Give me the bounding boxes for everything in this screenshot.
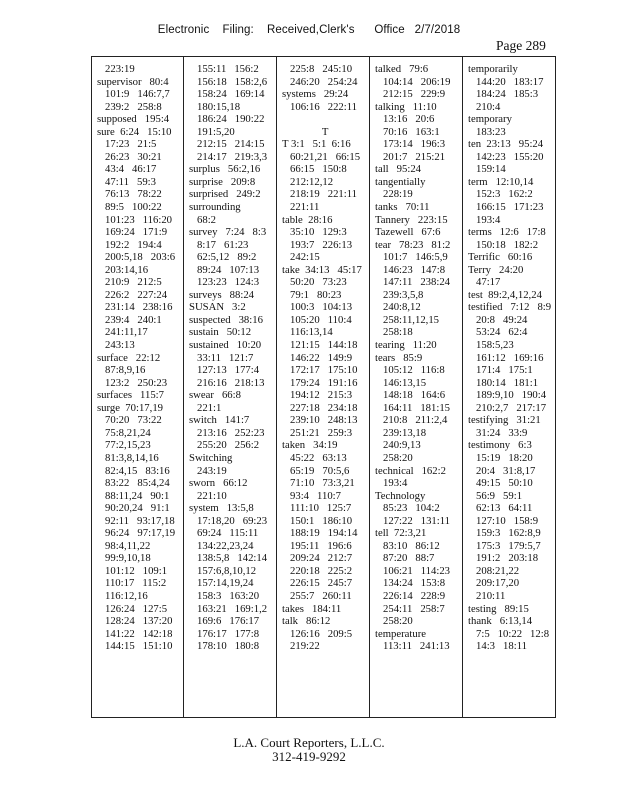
index-entry: 17:18,20 69:23	[189, 514, 268, 527]
index-entry: 191:2 203:18	[468, 552, 539, 565]
index-entry: surprise 209:8	[189, 175, 256, 188]
index-entry: 127:10 158:9	[468, 514, 539, 527]
index-entry: tear 78:23 81:2	[375, 238, 451, 251]
index-entry: 60:21,21 66:15	[282, 150, 361, 163]
index-entry: Tazewell 67:6	[375, 226, 441, 239]
index-entry: 189:9,10 190:4	[468, 389, 547, 402]
index-entry: 158:24 169:14	[189, 88, 265, 101]
index-entry: T	[282, 125, 329, 138]
index-entry: testimony 6:3	[468, 439, 532, 452]
index-entry: tall 95:24	[375, 163, 422, 176]
index-entry: 239:3,5,8	[375, 288, 424, 301]
index-entry: 186:24 190:22	[189, 113, 265, 126]
index-entry: tearing 11:20	[375, 339, 437, 352]
column-divider	[462, 57, 463, 717]
index-entry: 212:15 229:9	[375, 88, 446, 101]
index-entry: tangentially	[375, 175, 426, 188]
index-entry: 184:24 185:3	[468, 88, 539, 101]
index-entry: surprised 249:2	[189, 188, 261, 201]
index-entry: 123:23 124:3	[189, 276, 260, 289]
index-entry: 228:19	[375, 188, 413, 201]
index-entry: 161:12 169:16	[468, 351, 544, 364]
index-entry: 193:7 226:13	[282, 238, 353, 251]
index-entry: supervisor 80:4	[97, 75, 169, 88]
index-entry: temporary	[468, 113, 512, 126]
index-entry: 47:11 59:3	[97, 175, 156, 188]
index-entry: 104:14 206:19	[375, 75, 451, 88]
index-entry: 92:11 93:17,18	[97, 514, 175, 527]
index-entry: 258:20	[375, 451, 413, 464]
index-entry: technical 162:2	[375, 464, 446, 477]
index-entry: sure 6:24 15:10	[97, 125, 172, 138]
index-entry: 126:16 209:5	[282, 627, 353, 640]
index-entry: 81:3,8,14,16	[97, 451, 159, 464]
index-entry: 79:1 80:23	[282, 288, 342, 301]
index-entry: 100:3 104:13	[282, 301, 353, 314]
index-entry: 216:16 218:13	[189, 376, 265, 389]
index-entry: 258:11,12,15	[375, 313, 440, 326]
index-entry: 121:15 144:18	[282, 339, 358, 352]
index-entry: 13:16 20:6	[375, 113, 435, 126]
index-entry: 169:6 176:17	[189, 615, 260, 628]
index-entry: terms 12:6 17:8	[468, 226, 546, 239]
index-entry: 87:8,9,16	[97, 364, 146, 377]
index-entry: 192:2 194:4	[97, 238, 162, 251]
index-entry: 193:4	[375, 477, 408, 490]
index-entry: testified 7:12 8:9	[468, 301, 552, 314]
index-entry: 223:19	[97, 63, 135, 75]
index-entry: ten 23:13 95:24	[468, 138, 544, 151]
index-entry: taken 34:19	[282, 439, 338, 452]
index-column-1	[97, 63, 188, 653]
index-entry: 14:3 18:11	[468, 640, 527, 653]
index-entry: temperature	[375, 627, 427, 640]
index-entry: switch 141:7	[189, 414, 250, 427]
index-entry: 83:10 86:12	[375, 539, 440, 552]
index-entry: 31:24 33:9	[468, 426, 528, 439]
index-entry: 221:11	[282, 201, 320, 214]
index-entry: tell 72:3,21	[375, 527, 427, 540]
index-entry: 65:19 70:5,6	[282, 464, 350, 477]
index-entry: 96:24 97:17,19	[97, 527, 176, 540]
index-entry: 212:15 214:15	[189, 138, 265, 151]
index-entry: 239:10 248:13	[282, 414, 358, 427]
index-entry: 164:11 181:15	[375, 401, 451, 414]
index-entry: T 3:1 5:1 6:16	[282, 138, 351, 151]
index-entry: 209:24 212:7	[282, 552, 353, 565]
index-entry: 255:20 256:2	[189, 439, 260, 452]
index-entry: 106:16 222:11	[282, 100, 358, 113]
index-entry: 178:10 180:8	[189, 640, 260, 653]
index-entry: Tannery 223:15	[375, 213, 448, 226]
index-entry: 70:16 163:1	[375, 125, 440, 138]
index-entry: 188:19 194:14	[282, 527, 358, 540]
index-entry: 258:18	[375, 326, 413, 339]
index-entry: 101:7 146:5,9	[375, 251, 448, 264]
index-entry: 101:23 116:20	[97, 213, 173, 226]
index-entry: 255:7 260:11	[282, 589, 352, 602]
index-entry: 17:23 21:5	[97, 138, 157, 151]
index-entry: 218:19 221:11	[282, 188, 358, 201]
index-entry: 200:5,18 203:6	[97, 251, 176, 264]
index-entry: 82:4,15 83:16	[97, 464, 170, 477]
index-entry: 239:4 240:1	[97, 313, 162, 326]
index-entry: 194:12 215:3	[282, 389, 353, 402]
index-entry: tanks 70:11	[375, 201, 430, 214]
index-entry: 89:5 100:22	[97, 201, 162, 214]
index-entry: 158:5,23	[468, 339, 514, 352]
index-entry: 53:24 62:4	[468, 326, 528, 339]
index-entry: 138:5,8 142:14	[189, 552, 268, 565]
index-entry: 110:17 115:2	[97, 577, 167, 590]
index-entry: 239:2 258:8	[97, 100, 162, 113]
index-entry: 144:20 183:17	[468, 75, 544, 88]
index-entry: 128:24 137:20	[97, 615, 173, 628]
index-entry: 158:3 163:20	[189, 589, 260, 602]
index-entry: 157:6,8,10,12	[189, 564, 257, 577]
index-entry: 93:4 110:7	[282, 489, 341, 502]
index-entry: 210:2,7 217:17	[468, 401, 547, 414]
index-entry: 226:15 245:7	[282, 577, 353, 590]
index-entry: 251:21 259:3	[282, 426, 353, 439]
index-entry: 175:3 179:5,7	[468, 539, 541, 552]
index-entry: 166:15 171:23	[468, 201, 544, 214]
index-column-5	[468, 63, 559, 653]
index-entry: 171:4 175:1	[468, 364, 533, 377]
index-entry: 172:17 175:10	[282, 364, 358, 377]
index-entry: 210:11	[468, 589, 506, 602]
index-entry: 71:10 73:3,21	[282, 477, 355, 490]
index-entry: 62:13 64:11	[468, 502, 533, 515]
index-entry: 226:14 228:9	[375, 589, 446, 602]
index-entry: 35:10 129:3	[282, 226, 347, 239]
index-entry: 210:9 212:5	[97, 276, 162, 289]
index-entry: 173:14 196:3	[375, 138, 446, 151]
index-entry: 7:5 10:22 12:8	[468, 627, 550, 640]
index-entry: talked 79:6	[375, 63, 429, 75]
index-entry	[282, 113, 373, 126]
index-entry: surfaces 115:7	[97, 389, 164, 402]
index-entry: 243:13	[97, 339, 135, 352]
index-entry: take 34:13 45:17	[282, 263, 362, 276]
index-entry: 180:15,18	[189, 100, 241, 113]
index-entry: sustained 10:20	[189, 339, 262, 352]
index-entry: 88:11,24 90:1	[97, 489, 170, 502]
index-entry: 101:12 109:1	[97, 564, 168, 577]
index-entry: systems 29:24	[282, 88, 349, 101]
index-entry: tears 85:9	[375, 351, 423, 364]
index-entry: 146:13,15	[375, 376, 427, 389]
index-entry: 150:18 182:2	[468, 238, 539, 251]
index-entry: 203:14,16	[97, 263, 149, 276]
index-entry: 254:11 258:7	[375, 602, 445, 615]
index-entry: 176:17 177:8	[189, 627, 260, 640]
index-entry: 89:24 107:13	[189, 263, 260, 276]
index-entry: surface 22:12	[97, 351, 161, 364]
index-entry: 210:8 211:2,4	[375, 414, 448, 427]
index-entry: 195:11 196:6	[282, 539, 352, 552]
filing-header: Electronic Filing: Received,Clerk's Office 2/7/2018	[157, 24, 461, 36]
index-entry: 105:12 116:8	[375, 364, 445, 377]
reporter-name: L.A. Court Reporters, L.L.C.	[233, 735, 385, 750]
index-entry: survey 7:24 8:3	[189, 226, 267, 239]
index-entry: 221:10	[189, 489, 227, 502]
index-entry: 212:12,12	[282, 175, 334, 188]
index-entry: 134:24 153:8	[375, 577, 446, 590]
index-entry: 214:17 219:3,3	[189, 150, 268, 163]
index-entry: 156:18 158:2,6	[189, 75, 268, 88]
index-column-2	[189, 63, 280, 653]
index-entry: 26:23 30:21	[97, 150, 162, 163]
index-entry: SUSAN 3:2	[189, 301, 246, 314]
index-entry: 231:14 238:16	[97, 301, 173, 314]
reporter-phone: 312-419-9292	[272, 749, 346, 764]
index-entry: 116:13,14	[282, 326, 333, 339]
index-entry: 221:1	[189, 401, 222, 414]
index-column-3	[282, 63, 373, 653]
index-entry: 179:24 191:16	[282, 376, 358, 389]
index-entry: term 12:10,14	[468, 175, 534, 188]
index-entry: 246:20 254:24	[282, 75, 358, 88]
index-entry: 213:16 252:23	[189, 426, 265, 439]
index-entry: 210:4	[468, 100, 501, 113]
index-entry: 83:22 85:4,24	[97, 477, 170, 490]
index-entry: 99:9,10,18	[97, 552, 151, 565]
index-entry: 50:20 73:23	[282, 276, 347, 289]
index-box	[91, 56, 556, 718]
index-entry: surge 70:17,19	[97, 401, 164, 414]
index-entry: 127:22 131:11	[375, 514, 451, 527]
index-column-4	[375, 63, 466, 653]
index-entry: 68:2	[189, 213, 217, 226]
index-entry: sustain 50:12	[189, 326, 252, 339]
index-entry: 180:14 181:1	[468, 376, 539, 389]
index-entry: swear 66:8	[189, 389, 241, 402]
index-entry: 163:21 169:1,2	[189, 602, 268, 615]
index-entry: 142:23 155:20	[468, 150, 544, 163]
index-entry: thank 6:13,14	[468, 615, 533, 628]
page-number: Page 289	[496, 38, 546, 53]
index-entry: Technology	[375, 489, 426, 502]
index-entry: 45:22 63:13	[282, 451, 347, 464]
index-entry: suspected 38:16	[189, 313, 263, 326]
index-entry: 90:20,24 91:1	[97, 502, 170, 515]
index-entry: 155:11 156:2	[189, 63, 259, 75]
index-entry: 146:22 149:9	[282, 351, 353, 364]
index-entry: surrounding	[189, 201, 241, 214]
index-entry: 43:4 46:17	[97, 163, 157, 176]
column-divider	[276, 57, 277, 717]
index-entry: 226:2 227:24	[97, 288, 168, 301]
index-entry: 150:1 186:10	[282, 514, 353, 527]
index-entry: 152:3 162:2	[468, 188, 533, 201]
index-entry: 49:15 50:10	[468, 477, 533, 490]
index-entry: surveys 88:24	[189, 288, 255, 301]
index-entry: 62:5,12 89:2	[189, 251, 257, 264]
index-entry: Terrific 60:16	[468, 251, 533, 264]
index-entry: 69:24 115:11	[189, 527, 259, 540]
index-entry: 159:3 162:8,9	[468, 527, 541, 540]
index-entry: 159:14	[468, 163, 506, 176]
index-entry: 113:11 241:13	[375, 640, 450, 653]
index-entry: 70:20 73:22	[97, 414, 162, 427]
index-entry: Terry 24:20	[468, 263, 524, 276]
index-entry: testifying 31:21	[468, 414, 541, 427]
index-entry: testing 89:15	[468, 602, 529, 615]
index-entry: 209:17,20	[468, 577, 520, 590]
index-entry: 105:20 110:4	[282, 313, 352, 326]
index-entry: talk 86:12	[282, 615, 331, 628]
index-entry: 183:23	[468, 125, 506, 138]
index-entry: 66:15 150:8	[282, 163, 347, 176]
column-divider	[369, 57, 370, 717]
index-entry: 225:8 245:10	[282, 63, 353, 75]
index-entry: temporarily	[468, 63, 518, 75]
index-entry: 258:20	[375, 615, 413, 628]
index-entry: 56:9 59:1	[468, 489, 523, 502]
index-entry: 134:22,23,24	[189, 539, 254, 552]
index-entry: takes 184:11	[282, 602, 342, 615]
index-entry: 15:19 18:20	[468, 451, 533, 464]
index-entry: 240:9,13	[375, 439, 421, 452]
index-entry: 106:21 114:23	[375, 564, 451, 577]
index-entry: 126:24 127:5	[97, 602, 168, 615]
index-entry: 76:13 78:22	[97, 188, 162, 201]
index-entry: 243:19	[189, 464, 227, 477]
index-entry: 77:2,15,23	[97, 439, 151, 452]
index-entry: 148:18 164:6	[375, 389, 446, 402]
index-entry: 144:15 151:10	[97, 640, 173, 653]
index-entry: 98:4,11,22	[97, 539, 151, 552]
index-entry: 208:21,22	[468, 564, 520, 577]
index-entry: 242:15	[282, 251, 320, 264]
index-entry: 33:11 121:7	[189, 351, 254, 364]
index-entry: 141:22 142:18	[97, 627, 173, 640]
index-entry: 191:5,20	[189, 125, 235, 138]
index-entry: 227:18 234:18	[282, 401, 358, 414]
index-entry: surplus 56:2,16	[189, 163, 261, 176]
index-entry: 146:23 147:8	[375, 263, 446, 276]
index-entry: 20:8 49:24	[468, 313, 528, 326]
index-entry: 220:18 225:2	[282, 564, 353, 577]
index-entry: sworn 66:12	[189, 477, 248, 490]
index-entry: 87:20 88:7	[375, 552, 435, 565]
index-entry: 101:9 146:7,7	[97, 88, 170, 101]
index-entry: 201:7 215:21	[375, 150, 446, 163]
index-entry: 75:8,21,24	[97, 426, 151, 439]
index-entry: supposed 195:4	[97, 113, 170, 126]
index-entry: 219:22	[282, 640, 320, 653]
column-divider	[183, 57, 184, 717]
index-entry: 85:23 104:2	[375, 502, 440, 515]
index-entry: 240:8,12	[375, 301, 421, 314]
index-entry: 123:2 250:23	[97, 376, 168, 389]
index-entry: 169:24 171:9	[97, 226, 168, 239]
index-entry: Switching	[189, 451, 233, 464]
index-entry: 116:12,16	[97, 589, 148, 602]
index-entry: 241:11,17	[97, 326, 148, 339]
index-entry: 193:4	[468, 213, 501, 226]
index-entry: 111:10 125:7	[282, 502, 352, 515]
index-entry: 8:17 61:23	[189, 238, 249, 251]
index-entry: 147:11 238:24	[375, 276, 451, 289]
index-entry: 239:13,18	[375, 426, 427, 439]
index-entry: table 28:16	[282, 213, 333, 226]
index-entry: talking 11:10	[375, 100, 437, 113]
index-entry: system 13:5,8	[189, 502, 254, 515]
index-entry: test 89:2,4,12,24	[468, 288, 542, 301]
index-entry: 127:13 177:4	[189, 364, 260, 377]
index-entry: 47:17	[468, 276, 501, 289]
index-entry: 157:14,19,24	[189, 577, 254, 590]
index-entry: 20:4 31:8,17	[468, 464, 536, 477]
